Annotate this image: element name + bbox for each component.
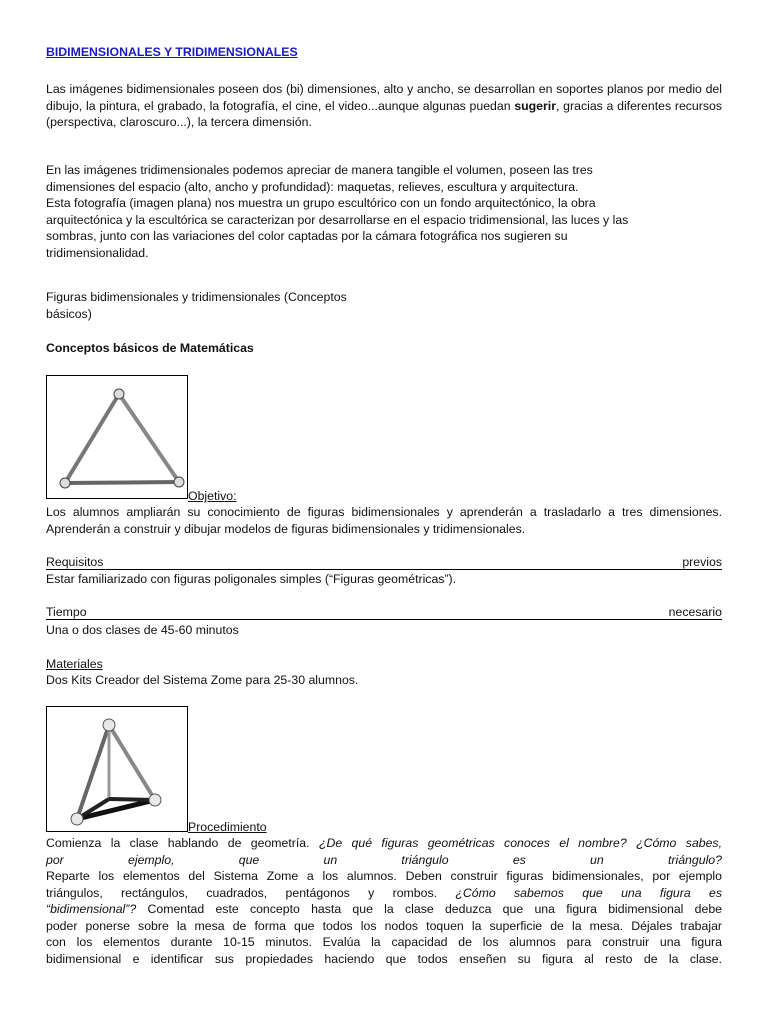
proc-text: Comentad este concepto hasta que la clase deduzca que una figura bidimensional debe bbox=[136, 902, 722, 916]
requisitos-label-b: previos bbox=[682, 555, 722, 569]
proc-text: Reparte los elementos del Sistema Zome a los alumnos. Deben construir figuras bidimensionales, por ejemplo bbox=[46, 869, 722, 883]
proc-italic: “bidimensional”? bbox=[46, 902, 137, 916]
proc-line bbox=[46, 934, 722, 951]
proc-italic: por ejemplo, que un triángulo es un triángulo? bbox=[46, 852, 722, 867]
figuras-line: básicos) bbox=[46, 306, 92, 321]
intro-line: arquitectónica y la escultórica se caracterizan por desarrollarse en el espacio tridimensional, las luces y las bbox=[46, 212, 629, 227]
requisitos-label-a: Requisitos bbox=[46, 555, 104, 569]
triangle-model-image bbox=[47, 376, 187, 498]
proc-text: con los elementos durante 10-15 minutos. Evalúa la capacidad de los alumnos para construir una figura bbox=[46, 935, 722, 949]
objetivo-text: Los alumnos ampliarán su conocimiento de figuras bidimensionales y aprenderán a trasladarlo a tres dimensiones. Aprenderán a construir y dibujar modelos de figuras bidimensionales y tridimensionales. bbox=[46, 505, 722, 536]
tiempo-label bbox=[46, 605, 722, 620]
procedimiento-label: Procedimiento bbox=[188, 820, 267, 834]
proc-text: triángulos, rectángulos, cuadrados, pentágonos y rombos. bbox=[46, 885, 456, 900]
intro-text: Las imágenes bidimensionales poseen dos (bi) dimensiones, alto y ancho, se desarrollan en soportes planos por medio del dibujo, la pintura, el grabado, la fotografía, el cine, el video...aunque algunas puedan bbox=[46, 82, 722, 113]
intro-line: En las imágenes tridimensionales podemos apreciar de manera tangible el volumen, poseen las tres bbox=[46, 163, 593, 177]
intro-line: Esta fotografía (imagen plana) nos muestra un grupo escultórico con un fondo arquitectónico, la obra bbox=[46, 196, 596, 210]
materiales-label: Materiales bbox=[46, 657, 103, 671]
proc-line bbox=[46, 852, 722, 869]
requisitos-label bbox=[46, 555, 722, 570]
tiempo-text: Una o dos clases de 45-60 minutos bbox=[46, 623, 239, 637]
proc-italic: ¿Cómo sabemos que una figura es bbox=[455, 885, 722, 900]
figuras-line: Figuras bidimensionales y tridimensionales (Conceptos bbox=[46, 290, 347, 304]
intro-paragraph-1 bbox=[46, 81, 722, 131]
proc-text: bidimensional e identificar sus propiedades haciendo que todos enseñen su figura al resto de la clase. bbox=[46, 951, 722, 966]
intro-line: dimensiones del espacio (alto, ancho y profundidad): maquetas, relieves, escultura y arquitectura. bbox=[46, 179, 579, 194]
tetrahedron-model-image bbox=[47, 707, 187, 831]
tiempo-label-a: Tiempo bbox=[46, 605, 87, 619]
intro-bold-word: sugerir bbox=[514, 98, 557, 113]
intro-paragraph-2 bbox=[46, 162, 722, 261]
intro-line: tridimensionalidad. bbox=[46, 245, 149, 260]
proc-text: Comienza la clase hablando de geometría. bbox=[46, 836, 319, 850]
tetrahedron-figure bbox=[46, 706, 188, 832]
tiempo-label-b: necesario bbox=[668, 605, 722, 619]
proc-italic: ¿De qué figuras geométricas conoces el nombre? ¿Cómo sabes, bbox=[318, 836, 722, 850]
intro-line: sombras, junto con las variaciones del color captadas por la cámara fotográfica nos sugieren su bbox=[46, 229, 568, 243]
triangle-figure bbox=[46, 375, 188, 499]
procedimiento-text bbox=[46, 835, 722, 967]
requisitos-text: Estar familiarizado con figuras poligonales simples (“Figuras geométricas”). bbox=[46, 572, 457, 586]
materiales-text: Dos Kits Creador del Sistema Zome para 25-30 alumnos. bbox=[46, 673, 359, 687]
conceptos-heading: Conceptos básicos de Matemáticas bbox=[46, 341, 254, 355]
proc-line bbox=[46, 885, 722, 902]
intro-text-end: , gracias a diferentes recursos (perspectiva, claroscuro...), la tercera dimensión. bbox=[46, 98, 722, 129]
proc-line bbox=[46, 868, 722, 885]
objetivo-label: Objetivo: bbox=[188, 489, 237, 503]
proc-line bbox=[46, 901, 722, 918]
proc-text: poder ponerse sobre la mesa de forma que todos los nodos toquen la superficie de la mesa. Déjales trabajar bbox=[46, 918, 722, 933]
proc-line bbox=[46, 835, 722, 852]
proc-line bbox=[46, 918, 722, 935]
proc-line bbox=[46, 951, 722, 968]
figuras-heading bbox=[46, 289, 722, 322]
page-title[interactable]: BIDIMENSIONALES Y TRIDIMENSIONALES bbox=[46, 45, 298, 59]
